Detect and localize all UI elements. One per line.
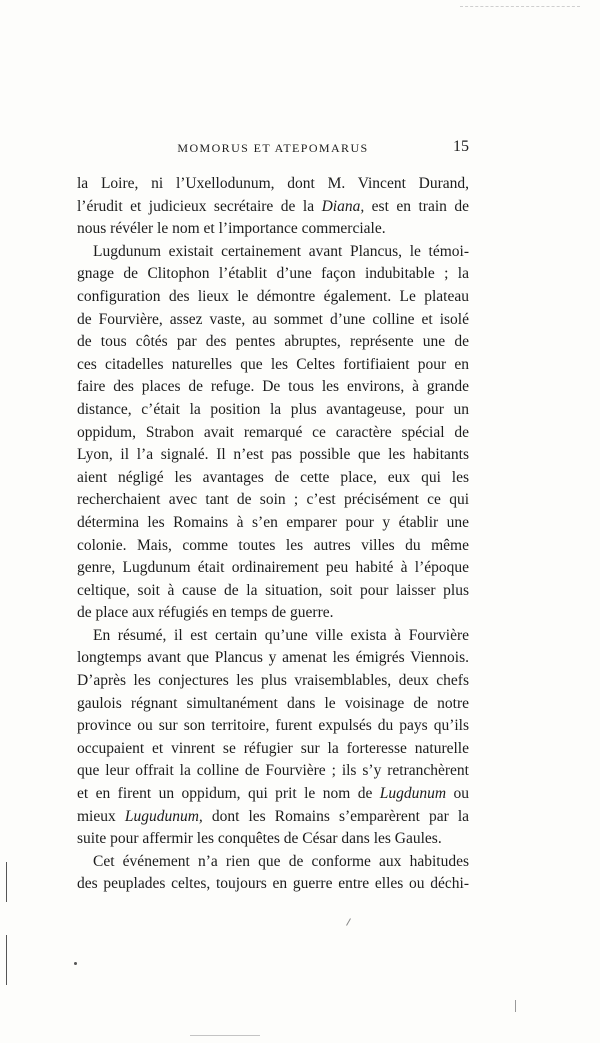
text-line xyxy=(77,196,469,219)
text-line: province ou sur son territoire, furent expulsés du pays qu’ils xyxy=(77,717,469,735)
text-line: Lyon, il l’a signalé. Il n’est pas possible que les habitants xyxy=(77,446,469,464)
text-segment: est en train de xyxy=(364,197,469,215)
text-segment: mieux xyxy=(77,807,125,825)
text-line: gnage de Clitophon l’établit d’une façon indubitable ; la xyxy=(77,265,469,283)
text-line: D’après les conjectures les plus vraisemblables, deux chefs xyxy=(77,672,469,690)
text-line: aient négligé les avantages de cette place, eux qui les xyxy=(77,468,469,486)
page-number: 15 xyxy=(453,138,469,155)
text-line: celtique, soit à cause de la situation, soit pour laisser plus xyxy=(77,581,469,599)
text-line: suite pour affermir les conquêtes de César dans les Gaules. xyxy=(77,830,442,848)
text-line: Cet événement n’a rien que de conforme aux habitudes xyxy=(93,852,469,870)
italic-term: Lugudunum, xyxy=(124,807,203,825)
text-line: la Loire, ni l’Uxellodunum, dont M. Vincent Durand, xyxy=(77,175,469,192)
text-line: de place aux réfugiés en temps de guerre. xyxy=(77,604,334,622)
text-segment: ou xyxy=(446,785,469,803)
text-line: faire des places de refuge. De tous les environs, à grande xyxy=(77,378,469,396)
text-line: de tous côtés par des pentes abruptes, représente une de xyxy=(77,333,469,351)
text-line: nous révéler le nom et l’importance commerciale. xyxy=(77,220,386,238)
body-text xyxy=(77,173,469,896)
scan-mark-left-lower xyxy=(6,935,7,985)
text-line: que leur offrait la colline de Fourvière ; ils s’y retranchèrent xyxy=(77,762,469,780)
text-line xyxy=(77,783,469,806)
text-line: ces citadelles naturelles que les Celtes fortifiaient pour en xyxy=(77,355,469,373)
running-title: MOMORUS ET ATEPOMARUS xyxy=(177,141,369,155)
italic-term: Diana, xyxy=(321,197,365,215)
text-segment: dont les Romains s’emparèrent par la xyxy=(202,807,469,825)
page-edge-bottom xyxy=(190,1035,260,1037)
scan-mark-left xyxy=(6,862,7,902)
text-line: des peuplades celtes, toujours en guerre entre elles ou déchi- xyxy=(77,875,469,893)
text-line xyxy=(77,806,469,829)
scan-tick xyxy=(346,918,351,925)
text-line: gaulois régnant simultanément dans le voisinage de notre xyxy=(77,694,469,712)
text-line: distance, c’était la position la plus avantageuse, pour un xyxy=(77,400,469,418)
text-segment: l’érudit et judicieux secrétaire de la xyxy=(77,197,322,215)
scan-mark-right xyxy=(515,1000,516,1012)
text-line: En résumé, il est certain qu’une ville exista à Fourvière xyxy=(93,626,469,644)
text-segment: et en firent un oppidum, qui prit le nom de xyxy=(77,785,380,803)
italic-term: Lugdunum xyxy=(379,785,447,803)
text-line: genre, Lugdunum était ordinairement peu habité à l’époque xyxy=(77,559,469,577)
text-line: longtemps avant que Plancus y amenat les émigrés Viennois. xyxy=(77,649,469,667)
text-line: recherchaient avec tant de soin ; c’est précisément ce qui xyxy=(77,491,469,509)
page-header xyxy=(77,138,469,158)
text-line: colonie. Mais, comme toutes les autres villes du même xyxy=(77,536,469,554)
text-line: Lugdunum existait certainement avant Plancus, le témoi- xyxy=(93,242,469,260)
text-line: configuration des lieux le démontre également. Le plateau xyxy=(77,287,469,305)
page-edge-top xyxy=(460,6,580,8)
text-line: occupaient et vinrent se réfugier sur la forteresse naturelle xyxy=(77,739,469,757)
text-line: de Fourvière, assez vaste, au sommet d’une colline et isolé xyxy=(77,310,469,328)
text-line: oppidum, Strabon avait remarqué ce caractère spécial de xyxy=(77,423,469,441)
scan-dot xyxy=(74,962,77,965)
text-line: détermina les Romains à s’en emparer pour y établir une xyxy=(77,513,469,531)
